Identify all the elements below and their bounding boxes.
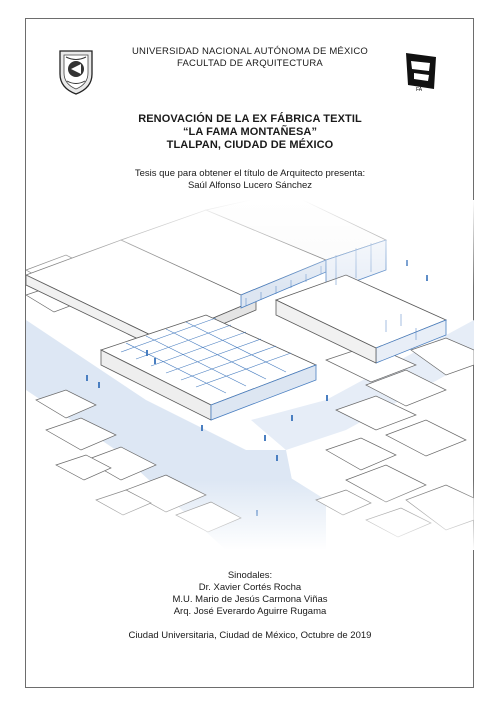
committee-member: Dr. Xavier Cortés Rocha	[198, 582, 302, 593]
committee-member: Arq. José Everardo Aguirre Rugama	[173, 606, 327, 617]
axonometric-drawing	[26, 200, 474, 550]
university-name: UNIVERSIDAD NACIONAL AUTÓNOMA DE MÉXICO	[131, 46, 368, 57]
committee-member: M.U. Mario de Jesús Carmona Viñas	[172, 594, 328, 605]
title-line-2: “LA FAMA MONTAÑESA”	[182, 126, 318, 138]
subtitle-line: Tesis que para obtener el título de Arquitecto presenta:	[134, 168, 366, 179]
fa-logo-text: FA	[415, 87, 423, 93]
title-line-1: RENOVACIÓN DE LA EX FÁBRICA TEXTIL	[138, 113, 362, 125]
committee-heading: Sinodales:	[227, 570, 273, 581]
author-name: Saúl Alfonso Lucero Sánchez	[187, 180, 313, 191]
faculty-name: FACULTAD DE ARQUITECTURA	[177, 58, 323, 69]
title-line-3: TLALPAN, CIUDAD DE MÉXICO	[166, 139, 334, 151]
place-and-date: Ciudad Universitaria, Ciudad de México, Octubre de 2019	[128, 630, 372, 641]
